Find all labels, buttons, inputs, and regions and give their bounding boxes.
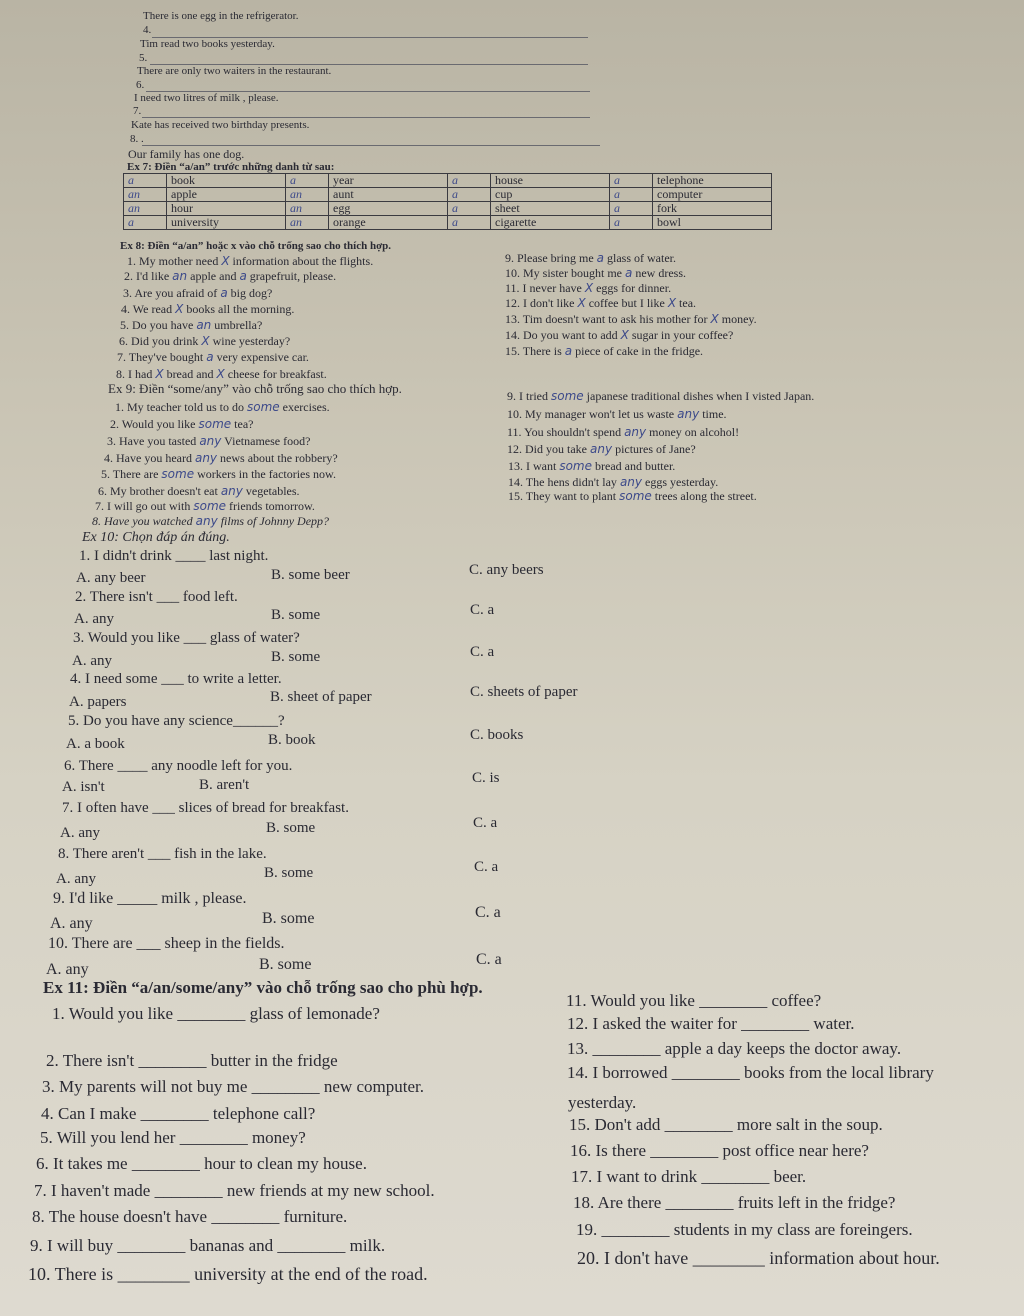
item-text: 10. My sister bought me (505, 266, 622, 280)
noun-cell: apple (167, 188, 286, 202)
item-text: apple and (190, 269, 237, 283)
exercise-item: yesterday. (568, 1093, 637, 1112)
answer-blank[interactable]: a (625, 266, 633, 280)
noun-cell: university (167, 216, 286, 230)
exercise-item (508, 475, 718, 490)
noun-cell: house (491, 174, 610, 188)
item-text: pictures of Jane? (615, 442, 696, 456)
answer-blank[interactable]: X (577, 296, 586, 310)
table-row (124, 188, 772, 202)
item-text: 14. The hens didn't lay (508, 475, 617, 489)
rewrite-sentence: There is one egg in the refrigerator. (143, 10, 299, 22)
option-b[interactable]: B. some (264, 865, 314, 881)
exercise-item (104, 451, 338, 466)
answer-cell[interactable]: a (286, 174, 329, 188)
answer-cell[interactable]: a (448, 174, 491, 188)
answer-cell[interactable]: a (448, 202, 491, 216)
rewrite-number: 5. (139, 52, 148, 64)
answer-blank[interactable]: any (220, 484, 243, 498)
exercise-item: 20. I don't have ________ information about hour. (577, 1248, 940, 1268)
answer-blank[interactable]: X (667, 296, 677, 310)
exercise-item (127, 254, 373, 269)
exercise-item: 4. Can I make ________ telephone call? (41, 1104, 316, 1123)
answer-cell[interactable]: a (448, 188, 491, 202)
noun-cell: bowl (653, 216, 772, 230)
exercise-item (505, 266, 686, 281)
answer-blank[interactable]: a (220, 286, 228, 300)
exercise-item: 19. ________ students in my class are foreingers. (576, 1220, 913, 1239)
item-text: wine yesterday? (212, 334, 291, 348)
option-a[interactable]: A. any (56, 871, 96, 887)
exercise-item (508, 459, 675, 474)
answer-blank[interactable]: a (596, 251, 605, 265)
answer-blank[interactable]: any (195, 514, 218, 528)
exercise-item (505, 281, 671, 296)
item-text: 13. Tim doesn't want to ask his mother for (505, 312, 708, 326)
exercise-item: 5. Will you lend her ________ money? (40, 1128, 306, 1147)
exercise-item: 13. ________ apple a day keeps the doctor away. (567, 1039, 902, 1058)
answer-cell[interactable]: an (124, 202, 167, 216)
ex9-title: Ex 9: Điền “some/any” vào chỗ trống sao cho thích hợp. (108, 381, 402, 396)
answer-blank[interactable]: X (620, 328, 629, 342)
exercise-item: 17. I want to drink ________ beer. (571, 1167, 807, 1186)
option-b[interactable]: B. some (271, 649, 321, 665)
noun-cell: computer (653, 188, 772, 202)
exercise-item: 15. Don't add ________ more salt in the soup. (569, 1115, 883, 1134)
exercise-item: 1. Would you like ________ glass of lemonade? (52, 1004, 380, 1023)
item-text: films of Johnny Depp? (220, 514, 330, 528)
table-row (124, 216, 772, 230)
exercise-item (507, 407, 727, 422)
option-a[interactable]: A. any (50, 915, 93, 932)
answer-blank[interactable]: a (206, 350, 214, 364)
item-text: 1. My mother need (127, 254, 219, 268)
answer-blank[interactable]: some (551, 389, 584, 403)
item-text: grapefruit, please. (249, 269, 337, 283)
item-text: japanese traditional dishes when I visted Japan. (586, 389, 815, 403)
option-b[interactable]: B. some (266, 820, 316, 836)
item-text: sugar in your coffee? (631, 328, 734, 342)
answer-blank[interactable]: X (216, 367, 225, 381)
answer-blank[interactable]: any (199, 434, 222, 448)
rewrite-number: 4. (143, 24, 152, 36)
question-text: 10. There are ___ sheep in the fields. (48, 935, 285, 952)
noun-cell: year (329, 174, 448, 188)
item-text: very expensive car. (216, 350, 309, 364)
item-text: exercises. (282, 400, 330, 414)
item-text: 2. I'd like (124, 269, 170, 283)
exercise-item (98, 484, 300, 499)
answer-blank[interactable]: an (196, 318, 212, 332)
answer-blank[interactable]: some (559, 459, 592, 473)
exercise-item (95, 499, 315, 514)
option-b[interactable]: B. some (259, 956, 312, 973)
item-text: 7. They've bought (117, 350, 204, 364)
noun-cell: cigarette (491, 216, 610, 230)
item-text: 8. I had (116, 367, 153, 381)
exercise-item (110, 417, 253, 432)
rewrite-sentence: I need two litres of milk , please. (134, 92, 279, 104)
ex8-title: Ex 8: Điền “a/an” hoặc x vào chỗ trống sao cho thích hợp. (120, 240, 392, 252)
option-a[interactable]: A. isn't (62, 779, 105, 795)
answer-cell[interactable]: a (448, 216, 491, 230)
option-a[interactable]: A. any (74, 611, 114, 627)
exercise-item: 14. I borrowed ________ books from the local library (567, 1063, 934, 1082)
noun-cell: telephone (653, 174, 772, 188)
option-c[interactable]: C. a (474, 859, 499, 875)
exercise-item (120, 318, 262, 333)
item-text: information about the flights. (232, 254, 374, 268)
item-text: 14. Do you want to add (505, 328, 618, 342)
answer-cell[interactable]: an (286, 216, 329, 230)
answer-blank[interactable]: X (710, 312, 719, 326)
option-a[interactable]: A. any (60, 825, 100, 841)
item-text: 6. My brother doesn't eat (98, 484, 218, 498)
item-text: bread and (166, 367, 214, 381)
answer-cell[interactable]: a (610, 202, 653, 216)
exercise-item: 11. Would you like ________ coffee? (566, 991, 822, 1010)
exercise-item (92, 514, 329, 529)
question-text: 8. There aren't ___ fish in the lake. (58, 846, 267, 862)
answer-blank[interactable]: any (619, 475, 642, 489)
question-text: 9. I'd like _____ milk , please. (53, 890, 247, 907)
item-text: 11. I never have (505, 281, 582, 295)
ex10-title: Ex 10: Chọn đáp án đúng. (82, 530, 230, 545)
exercise-item (116, 367, 327, 382)
rewrite-number: 7. (133, 105, 142, 117)
option-b[interactable]: B. some beer (271, 567, 350, 583)
exercise-item: 8. The house doesn't have ________ furniture. (32, 1207, 348, 1226)
item-text: cheese for breakfast. (227, 367, 327, 381)
exercise-item (508, 489, 757, 504)
question-text: 4. I need some ___ to write a letter. (70, 671, 282, 687)
item-text: 12. I don't like (505, 296, 575, 310)
option-a[interactable]: A. any beer (76, 570, 146, 586)
rewrite-sentence: There are only two waiters in the restaurant. (137, 65, 332, 77)
item-text: vegetables. (245, 484, 300, 498)
exercise-item: 10. There is ________ university at the end of the road. (28, 1264, 428, 1284)
item-text: money. (721, 312, 757, 326)
answer-blank[interactable]: X (155, 367, 164, 381)
item-text: workers in the factories now. (197, 467, 336, 481)
option-c[interactable]: C. a (473, 815, 498, 831)
option-c[interactable]: C. any beers (469, 562, 544, 578)
item-text: 3. Have you tasted (107, 434, 197, 448)
rewrite-number: 6. (136, 79, 145, 91)
item-text: 7. I will go out with (95, 499, 191, 513)
noun-cell: fork (653, 202, 772, 216)
exercise-item: 12. I asked the waiter for ________ water. (567, 1014, 855, 1033)
option-a[interactable]: A. a book (66, 736, 125, 752)
exercise-item (505, 328, 733, 343)
exercise-item (115, 400, 330, 415)
item-text: eggs for dinner. (596, 281, 672, 295)
item-text: 13. I want (508, 459, 557, 473)
question-text: 3. Would you like ___ glass of water? (73, 630, 300, 646)
ex7-title: Ex 7: Điền “a/an” trước những danh từ sau: (127, 161, 335, 173)
option-a[interactable]: A. any (72, 653, 112, 669)
exercise-item (119, 334, 290, 349)
rewrite-sentence: Tim read two books yesterday. (140, 38, 275, 50)
question-text: 6. There ____ any noodle left for you. (64, 758, 293, 774)
answer-blank[interactable]: some (619, 489, 652, 503)
answer-cell[interactable]: an (124, 188, 167, 202)
item-text: tea. (679, 296, 697, 310)
item-text: 5. Do you have (120, 318, 194, 332)
item-text: eggs yesterday. (645, 475, 719, 489)
option-c[interactable]: C. a (470, 602, 495, 618)
answer-blank[interactable]: a (564, 344, 573, 358)
item-text: big dog? (230, 286, 273, 300)
answer-blank[interactable]: some (193, 499, 227, 513)
item-text: glass of water. (607, 251, 676, 265)
item-text: 15. They want to plant (508, 489, 617, 503)
option-b[interactable]: B. aren't (199, 777, 250, 793)
item-text: news about the robbery? (220, 451, 338, 465)
exercise-item: 16. Is there ________ post office near here? (570, 1141, 869, 1160)
answer-blank[interactable]: some (246, 400, 280, 414)
option-c[interactable]: C. sheets of paper (470, 684, 578, 700)
exercise-item (117, 350, 309, 365)
option-c[interactable]: C. a (470, 644, 495, 660)
exercise-item: 2. There isn't ________ butter in the fridge (46, 1051, 338, 1070)
item-text: 8. Have you watched (92, 514, 193, 528)
answer-cell[interactable]: a (610, 188, 653, 202)
answer-blank[interactable]: a (239, 269, 247, 283)
ex7-table (123, 173, 772, 230)
noun-cell: orange (329, 216, 448, 230)
item-text: piece of cake in the fridge. (575, 344, 704, 358)
answer-blank[interactable]: X (584, 281, 594, 295)
item-text: 4. Have you heard (104, 451, 192, 465)
exercise-item (505, 296, 696, 311)
item-text: tea? (234, 417, 254, 431)
item-text: new dress. (635, 266, 687, 280)
option-b[interactable]: B. some (271, 607, 321, 623)
exercise-item: 3. My parents will not buy me ________ new computer. (42, 1077, 424, 1096)
answer-blank[interactable]: X (221, 254, 230, 268)
answer-blank[interactable]: some (161, 467, 195, 481)
exercise-item (505, 251, 676, 266)
exercise-item (505, 312, 757, 327)
exercise-item: 7. I haven't made ________ new friends at my new school. (34, 1181, 435, 1200)
noun-cell: egg (329, 202, 448, 216)
noun-cell: aunt (329, 188, 448, 202)
option-a[interactable]: A. papers (69, 694, 127, 710)
item-text: time. (702, 407, 727, 421)
answer-cell[interactable]: a (124, 174, 167, 188)
item-text: money on alcohol! (649, 425, 740, 439)
item-text: books all the morning. (186, 302, 295, 316)
item-text: 15. There is (505, 344, 562, 358)
item-text: 9. Please bring me (505, 251, 594, 265)
item-text: 11. You shouldn't spend (507, 425, 622, 439)
noun-cell: sheet (491, 202, 610, 216)
option-b[interactable]: B. some (262, 910, 315, 927)
answer-cell[interactable]: a (124, 216, 167, 230)
answer-cell[interactable]: a (610, 174, 653, 188)
item-text: friends tomorrow. (229, 499, 315, 513)
item-text: 10. My manager won't let us waste (507, 407, 675, 421)
question-text: 5. Do you have any science______? (68, 713, 285, 729)
option-c[interactable]: C. books (470, 727, 524, 743)
exercise-item (507, 425, 739, 440)
exercise-item (505, 344, 703, 359)
item-text: trees along the street. (654, 489, 757, 503)
ex11-title: Ex 11: Điền “a/an/some/any” vào chỗ trống sao cho phù hợp. (43, 978, 483, 997)
item-text: umbrella? (214, 318, 263, 332)
noun-cell: hour (167, 202, 286, 216)
item-text: 9. I tried (507, 389, 548, 403)
exercise-item (121, 302, 294, 317)
item-text: Vietnamese food? (224, 434, 311, 448)
exercise-item: 9. I will buy ________ bananas and ________ milk. (30, 1236, 386, 1255)
answer-cell[interactable]: an (286, 188, 329, 202)
item-text: 12. Did you take (507, 442, 587, 456)
answer-line (142, 117, 590, 118)
item-text: 6. Did you drink (119, 334, 199, 348)
noun-cell: cup (491, 188, 610, 202)
answer-blank[interactable]: any (590, 442, 613, 456)
answer-blank[interactable]: any (194, 451, 218, 465)
exercise-item (507, 389, 814, 404)
option-c[interactable]: C. a (475, 904, 501, 921)
option-b[interactable]: B. sheet of paper (270, 689, 372, 705)
answer-blank[interactable]: an (172, 269, 188, 283)
item-text: 5. There are (101, 467, 159, 481)
item-text: 2. Would you like (110, 417, 196, 431)
item-text: coffee but I like (588, 296, 665, 310)
answer-blank[interactable]: some (198, 417, 232, 431)
option-b[interactable]: B. book (268, 732, 316, 748)
exercise-item: 18. Are there ________ fruits left in the fridge? (573, 1193, 896, 1212)
answer-line (142, 145, 600, 146)
answer-blank[interactable]: X (201, 334, 210, 348)
item-text: bread and butter. (595, 459, 676, 473)
noun-cell: book (167, 174, 286, 188)
answer-blank[interactable]: any (677, 407, 700, 421)
item-text: 1. My teacher told us to do (115, 400, 244, 414)
option-c[interactable]: C. a (476, 951, 502, 968)
exercise-item (107, 434, 310, 449)
question-text: 1. I didn't drink ____ last night. (79, 548, 269, 564)
exercise-item (124, 269, 336, 284)
item-text: 3. Are you afraid of (123, 286, 218, 300)
question-text: 2. There isn't ___ food left. (75, 589, 238, 605)
exercise-item (101, 467, 336, 482)
answer-blank[interactable]: X (175, 302, 184, 316)
exercise-item (123, 286, 272, 301)
table-row (124, 202, 772, 216)
question-text: 7. I often have ___ slices of bread for breakfast. (62, 800, 349, 816)
answer-cell[interactable]: an (286, 202, 329, 216)
rewrite-sentence: Kate has received two birthday presents. (131, 119, 310, 131)
answer-cell[interactable]: a (610, 216, 653, 230)
option-c[interactable]: C. is (472, 770, 500, 786)
answer-blank[interactable]: any (624, 425, 647, 439)
table-row (124, 174, 772, 188)
rewrite-sentence: Our family has one dog. (128, 147, 245, 161)
option-a[interactable]: A. any (46, 961, 89, 978)
exercise-item: 6. It takes me ________ hour to clean my house. (36, 1154, 367, 1173)
rewrite-number: 8. . (130, 133, 144, 145)
exercise-item (507, 442, 696, 457)
item-text: 4. We read (121, 302, 173, 316)
